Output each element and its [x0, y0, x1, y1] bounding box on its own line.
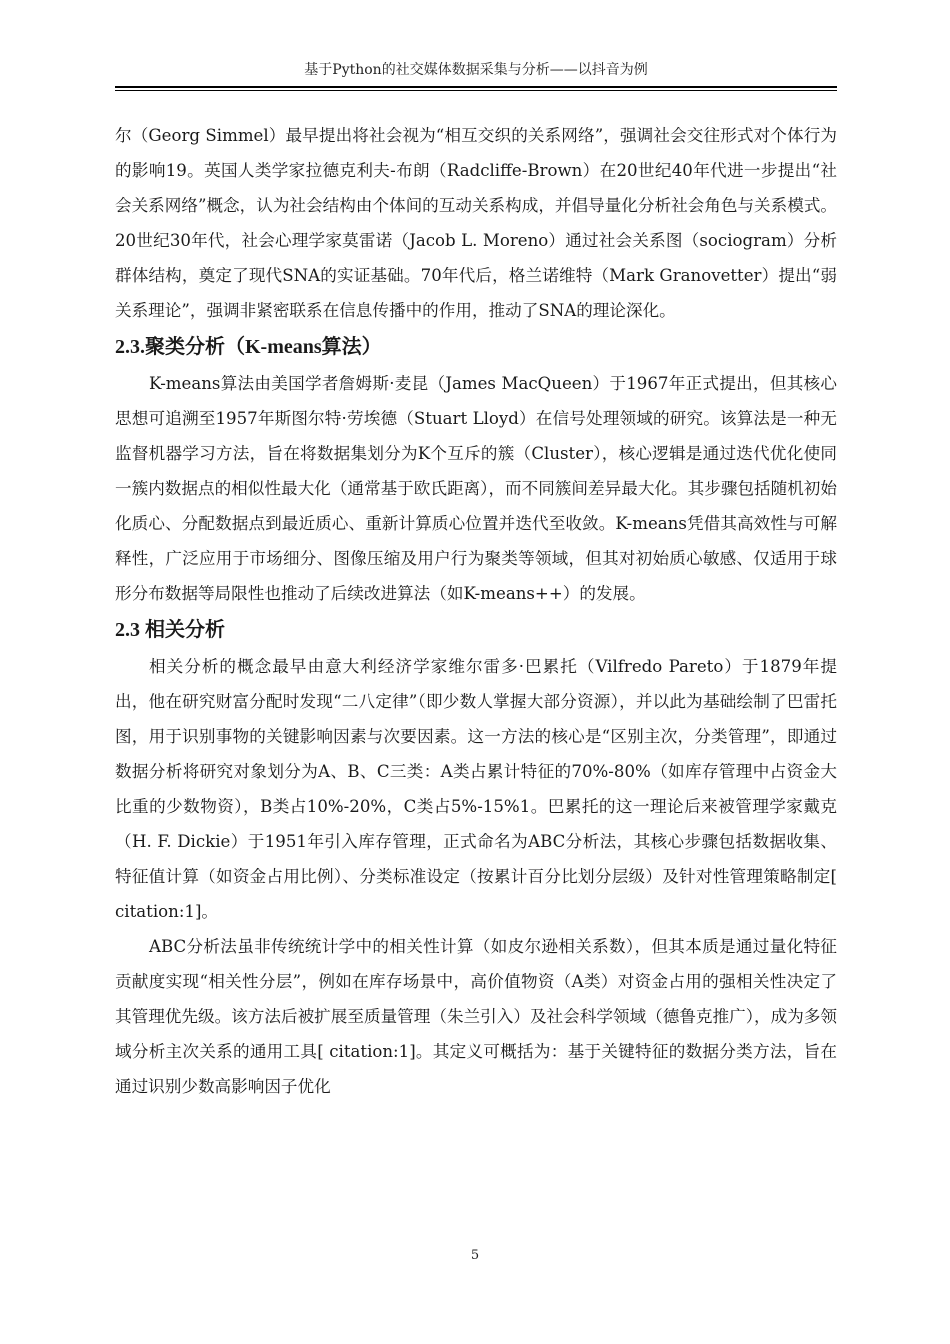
paragraph-correlation-2: ABC分析法虽非传统统计学中的相关性计算（如皮尔逊相关系数），但其本质是通过量化特征贡献度实现“相关性分层”，例如在库存场景中，高价值物资（A类）对资金占用的强相关性决定了其管理优先级。该方法后被扩展至质量管理（朱兰引入）及社会科学领域（德鲁克推广），成为多领域分析主次关系的通用工具[ citation:1]。其定义可概括为：基于关键特征的数据分类方法，旨在通过识别少数高影响因子优化 — [115, 937, 837, 1096]
page-body — [115, 118, 837, 1104]
section-heading-kmeans: 2.3.聚类分析（K-means算法） — [115, 336, 382, 358]
header-rule-thick — [115, 86, 837, 88]
page-number: 5 — [470, 1248, 480, 1263]
header-rule-thin — [115, 90, 837, 91]
paragraph-correlation-1: 相关分析的概念最早由意大利经济学家维尔雷多·巴累托（Vilfredo Pareto）于1879年提出，他在研究财富分配时发现“二八定律”（即少数人掌握大部分资源），并以此为基础绘制了巴雷托图，用于识别事物的关键影响因素与次要因素。这一方法的核心是“区别主次，分类管理”，即通过数据分析将研究对象划分为A、B、C三类：A类占累计特征的70%-80%（如库存管理中占资金大比重的少数物资），B类占10%-20%，C类占5%-15%1。巴累托的这一理论后来被管理学家戴克（H. F. Dickie）于1951年引入库存管理，正式命名为ABC分析法，其核心步骤包括数据收集、特征值计算（如资金占用比例）、分类标准设定（按累计百分比划分层级）及针对性管理策略制定[ citation:1]。 — [115, 657, 837, 921]
running-header: 基于Python的社交媒体数据采集与分析——以抖音为例 — [304, 62, 648, 78]
section-heading-correlation: 2.3 相关分析 — [115, 619, 225, 641]
paragraph-sna-continued: 尔（Georg Simmel）最早提出将社会视为“相互交织的关系网络”，强调社会交往形式对个体行为的影响19。英国人类学家拉德克利夫-布朗（Radcliffe-Brown）在20世纪40年代进一步提出“社会关系网络”概念，认为社会结构由个体间的互动关系构成，并倡导量化分析社会角色与关系模式。20世纪30年代，社会心理学家莫雷诺（Jacob L. Moreno）通过社会关系图（sociogram）分析群体结构，奠定了现代SNA的实证基础。70年代后，格兰诺维特（Mark Granovetter）提出“弱关系理论”，强调非紧密联系在信息传播中的作用，推动了SNA的理论深化。 — [115, 126, 838, 320]
paragraph-kmeans: K-means算法由美国学者詹姆斯·麦昆（James MacQueen）于1967年正式提出，但其核心思想可追溯至1957年斯图尔特·劳埃德（Stuart Lloyd）在信号处理领域的研究。该算法是一种无监督机器学习方法，旨在将数据集划分为K个互斥的簇（Cluster），核心逻辑是通过迭代优化使同一簇内数据点的相似性最大化（通常基于欧氏距离），而不同簇间差异最大化。其步骤包括随机初始化质心、分配数据点到最近质心、重新计算质心位置并迭代至收敛。K-means凭借其高效性与可解释性，广泛应用于市场细分、图像压缩及用户行为聚类等领域，但其对初始质心敏感、仅适用于球形分布数据等局限性也推动了后续改进算法（如K-means++）的发展。 — [115, 374, 837, 603]
